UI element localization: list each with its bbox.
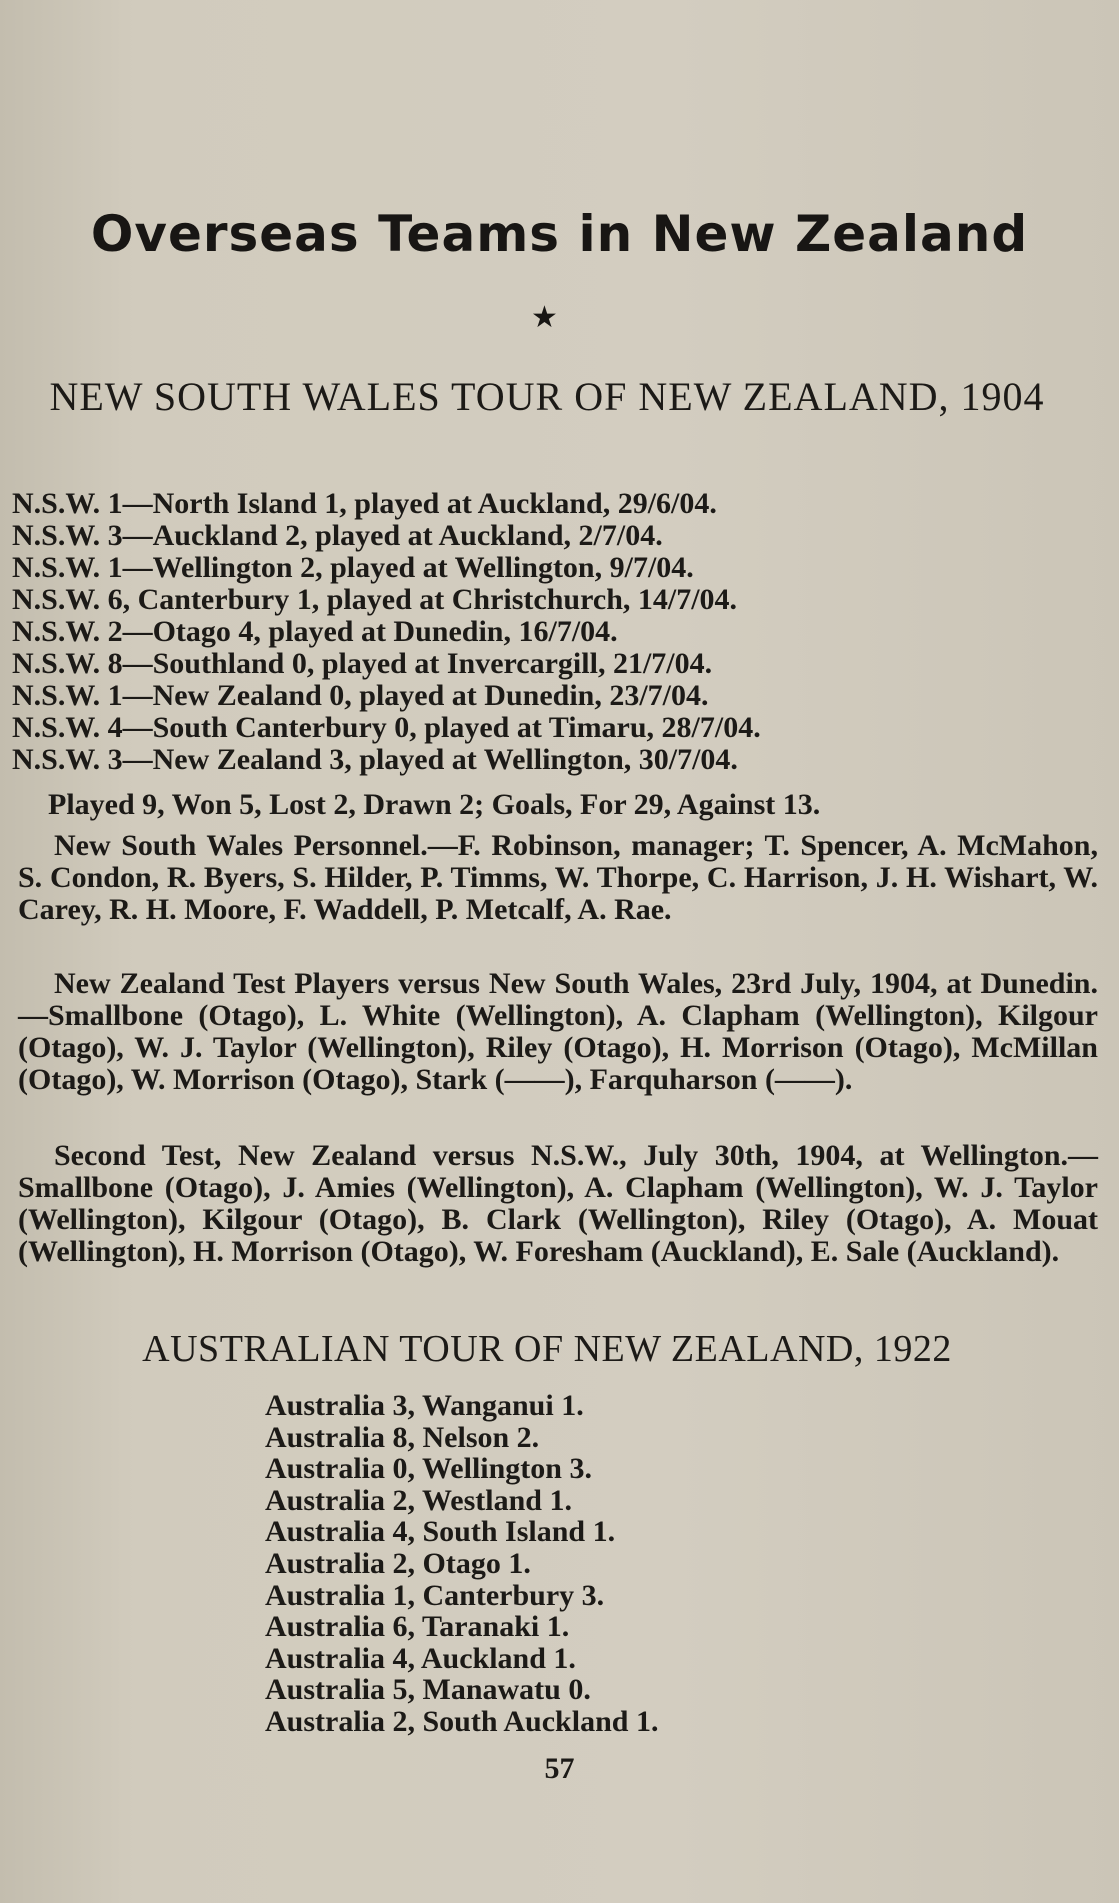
result-line: Australia 2, South Auckland 1. (265, 1704, 659, 1738)
result-line: N.S.W. 2—Otago 4, played at Dunedin, 16/7/04. (12, 615, 618, 648)
result-line: N.S.W. 1—Wellington 2, played at Wellington, 9/7/04. (12, 551, 694, 584)
star-ornament-icon: ★ (531, 301, 558, 334)
result-line: Australia 2, Westland 1. (265, 1483, 572, 1517)
result-line: N.S.W. 4—South Canterbury 0, played at Timaru, 28/7/04. (12, 711, 761, 744)
result-line: N.S.W. 3—Auckland 2, played at Auckland, 2/7/04. (12, 519, 663, 552)
result-line: N.S.W. 6, Canterbury 1, played at Christchurch, 14/7/04. (12, 583, 738, 616)
page-number: 57 (544, 1752, 575, 1785)
tour-summary: Played 9, Won 5, Lost 2, Drawn 2; Goals, For 29, Against 13. (48, 788, 821, 821)
result-line: N.S.W. 1—North Island 1, played at Auckland, 29/6/04. (12, 487, 717, 520)
section-heading-australian-tour: AUSTRALIAN TOUR OF NEW ZEALAND, 1922 (142, 1328, 952, 1370)
result-line: Australia 5, Manawatu 0. (265, 1673, 591, 1707)
second-test-paragraph: Second Test, New Zealand versus N.S.W., July 30th, 1904, at Wellington.—Smallbone (Otago), J. Amies (Wellington), A. Clapham (Wellington), W. J. Taylor (Wellington), Kilgour (Otago), B. Clark (Wellington), Riley (Otago), A. Mouat (Wellington), H. Morrison (Otago), W. Foresham (Auckland), E. Sale (Auckland). (18, 1139, 1098, 1268)
result-line: Australia 3, Wanganui 1. (265, 1389, 584, 1422)
australia-results-list (265, 1390, 965, 1738)
result-line: N.S.W. 1—New Zealand 0, played at Dunedin, 23/7/04. (12, 679, 709, 712)
result-line: N.S.W. 3—New Zealand 3, played at Wellington, 30/7/04. (12, 743, 738, 776)
result-line: Australia 4, South Island 1. (265, 1515, 616, 1549)
result-line: Australia 0, Wellington 3. (265, 1452, 592, 1486)
first-test-paragraph: New Zealand Test Players versus New South Wales, 23rd July, 1904, at Dunedin.—Smallbone (Otago), L. White (Wellington), A. Clapham (Wellington), Kilgour (Otago), W. J. Taylor (Wellington), Riley (Otago), H. Morrison (Otago), McMillan (Otago), W. Morrison (Otago), Stark (——), Farquharson (——). (18, 967, 1098, 1096)
result-line: Australia 8, Nelson 2. (265, 1420, 540, 1454)
result-line: Australia 2, Otago 1. (265, 1546, 531, 1580)
nsw-results-list (12, 488, 1092, 776)
page-title: Overseas Teams in New Zealand (90, 205, 1029, 263)
result-line: Australia 1, Canterbury 3. (265, 1578, 605, 1612)
section-heading-nsw-tour: NEW SOUTH WALES TOUR OF NEW ZEALAND, 1904 (49, 374, 1045, 419)
personnel-paragraph: New South Wales Personnel.—F. Robinson, manager; T. Spencer, A. McMahon, S. Condon, R. Byers, S. Hilder, P. Timms, W. Thorpe, C. Harrison, J. H. Wishart, W. Carey, R. H. Moore, F. Waddell, P. Metcalf, A. Rae. (18, 829, 1098, 926)
result-line: N.S.W. 8—Southland 0, played at Invercargill, 21/7/04. (12, 647, 713, 680)
result-line: Australia 4, Auckland 1. (265, 1641, 576, 1675)
result-line: Australia 6, Taranaki 1. (265, 1610, 570, 1644)
